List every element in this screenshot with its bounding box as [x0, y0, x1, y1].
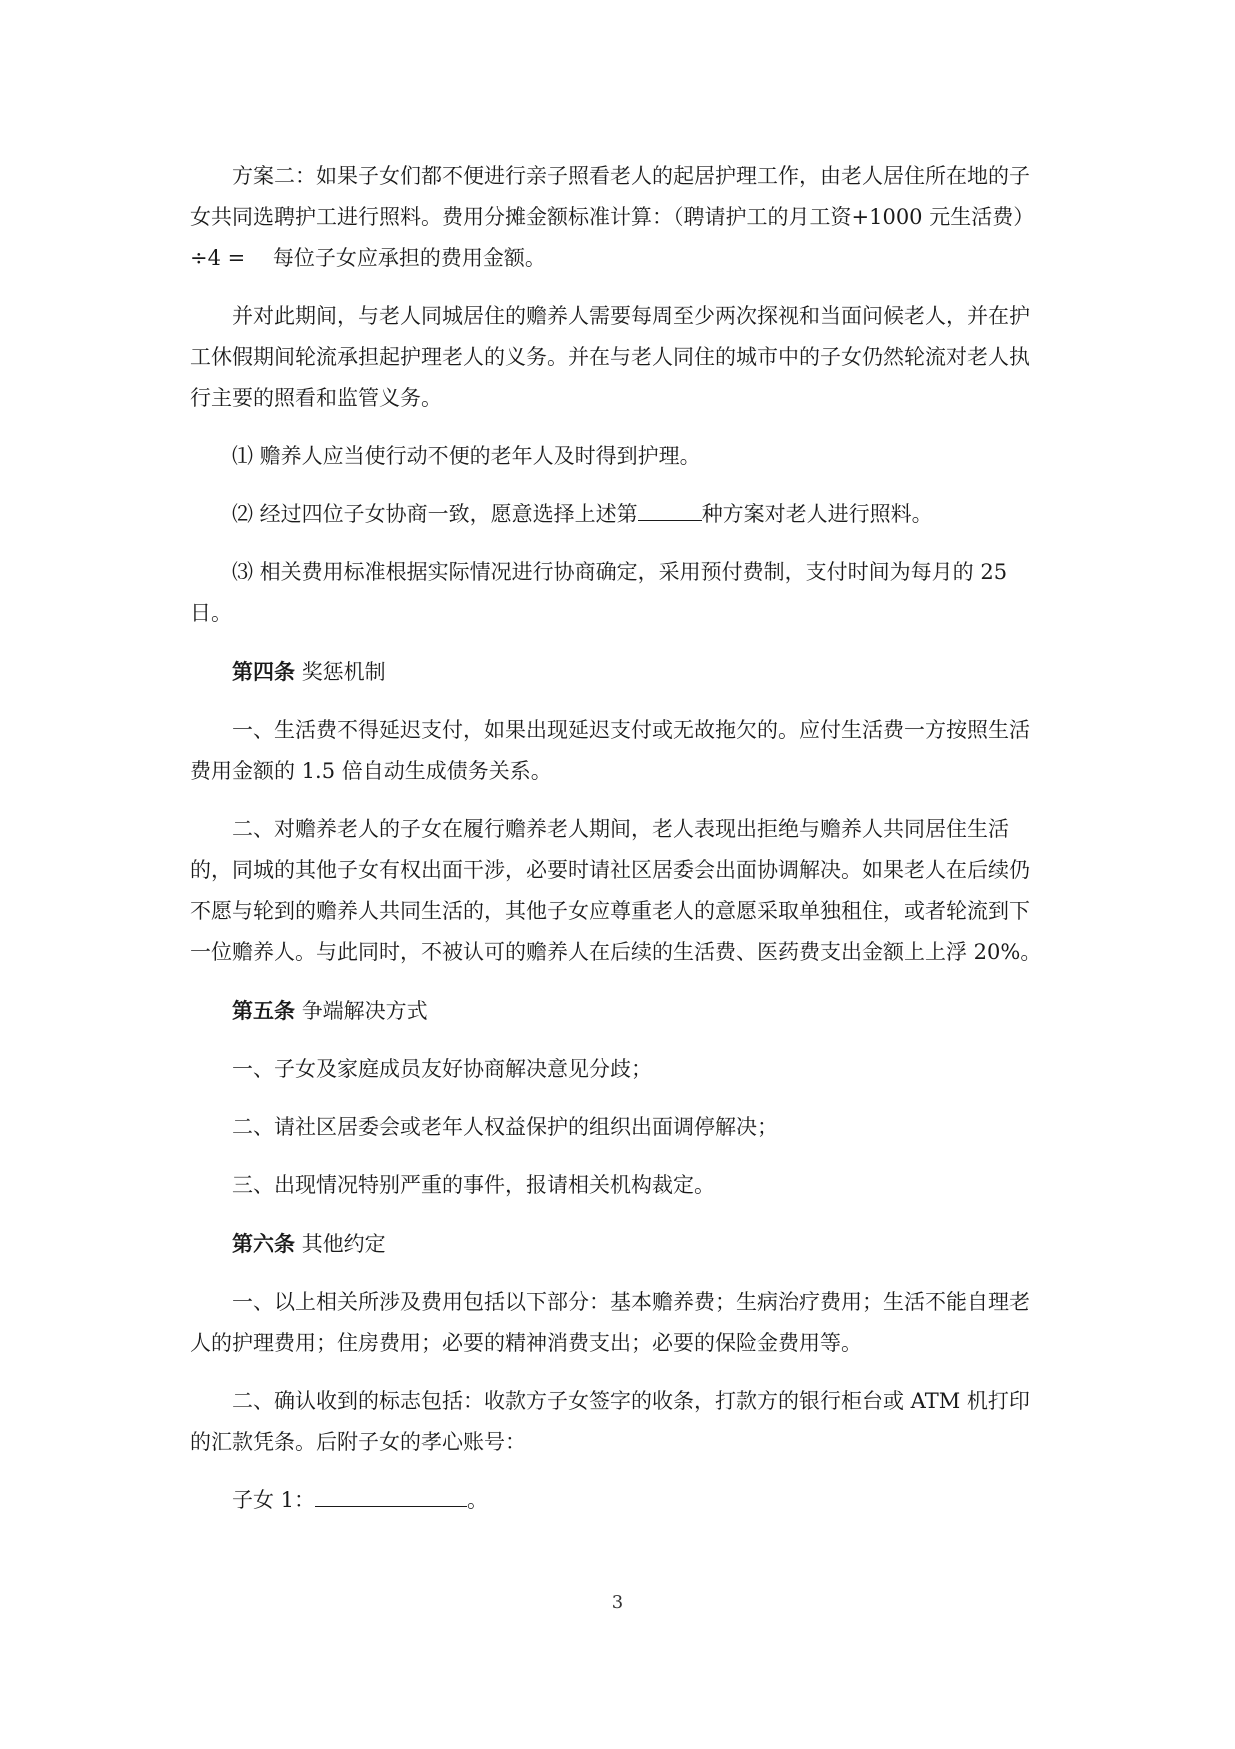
article-6-heading — [190, 1223, 1045, 1265]
clause-2-text-before: ⑵ 经过四位子女协商一致，愿意选择上述第 — [232, 502, 638, 526]
article-4-label: 第四条 — [232, 659, 295, 684]
plan-two-paragraph: 方案二：如果子女们都不便进行亲子照看老人的起居护理工作，由老人居住所在地的子女共同选聘护工进行照料。费用分摊金额标准计算：（聘请护工的月工资+1000 元生活费）÷4 = 每位子女应承担的费用金额。 — [190, 164, 1035, 270]
article-4-item-1: 一、生活费不得延迟支付，如果出现延迟支付或无故拖欠的。应付生活费一方按照生活费用金额的 1.5 倍自动生成债务关系。 — [190, 718, 1030, 783]
article-5-title: 争端解决方式 — [301, 999, 428, 1023]
article-6-label: 第六条 — [232, 1231, 295, 1256]
child-1-label: 子女 1： — [232, 1488, 316, 1512]
article-4-title: 奖惩机制 — [301, 660, 386, 684]
child-1-account-blank[interactable] — [315, 1482, 467, 1507]
article-5-item-2: 二、请社区居委会或老年人权益保护的组织出面调停解决； — [232, 1115, 778, 1139]
clause-1: ⑴ 赡养人应当使行动不便的老年人及时得到护理。 — [232, 444, 701, 468]
document-body — [190, 156, 1045, 1521]
clause-2-text-after: 种方案对老人进行照料。 — [701, 502, 933, 526]
plan-choice-blank[interactable] — [638, 496, 702, 521]
visit-obligation-paragraph: 并对此期间，与老人同城居住的赡养人需要每周至少两次探视和当面问候老人，并在护工休假期间轮流承担起护理老人的义务。并在与老人同住的城市中的子女仍然轮流对老人执行主要的照看和监管义务。 — [190, 304, 1030, 410]
article-5-heading — [190, 990, 1045, 1032]
child-1-account-line — [190, 1480, 1045, 1521]
article-6-title: 其他约定 — [301, 1232, 386, 1256]
article-6-item-1: 一、以上相关所涉及费用包括以下部分：基本赡养费；生病治疗费用；生活不能自理老人的护理费用；住房费用；必要的精神消费支出；必要的保险金费用等。 — [190, 1290, 1030, 1355]
clause-2 — [190, 494, 1045, 535]
article-5-label: 第五条 — [232, 998, 295, 1023]
page-number: 3 — [611, 1592, 624, 1613]
article-5-item-1: 一、子女及家庭成员友好协商解决意见分歧； — [232, 1057, 652, 1081]
article-6-item-2: 二、确认收到的标志包括：收款方子女签字的收条，打款方的银行柜台或 ATM 机打印的汇款凭条。后附子女的孝心账号： — [190, 1389, 1030, 1454]
article-4-item-2: 二、对赡养老人的子女在履行赡养老人期间，老人表现出拒绝与赡养人共同居住生活的，同城的其他子女有权出面干涉，必要时请社区居委会出面协调解决。如果老人在后续仍不愿与轮到的赡养人共同生活的，其他子女应尊重老人的意愿采取单独租住，或者轮流到下一位赡养人。与此同时，不被认可的赡养人在后续的生活费、医药费支出金额上上浮 20%。 — [190, 817, 1042, 964]
clause-3: ⑶ 相关费用标准根据实际情况进行协商确定，采用预付费制，支付时间为每月的 25 日。 — [190, 560, 1008, 625]
article-4-heading — [190, 651, 1045, 693]
article-5-item-3: 三、出现情况特别严重的事件，报请相关机构裁定。 — [232, 1173, 715, 1197]
child-1-end: 。 — [467, 1488, 489, 1512]
